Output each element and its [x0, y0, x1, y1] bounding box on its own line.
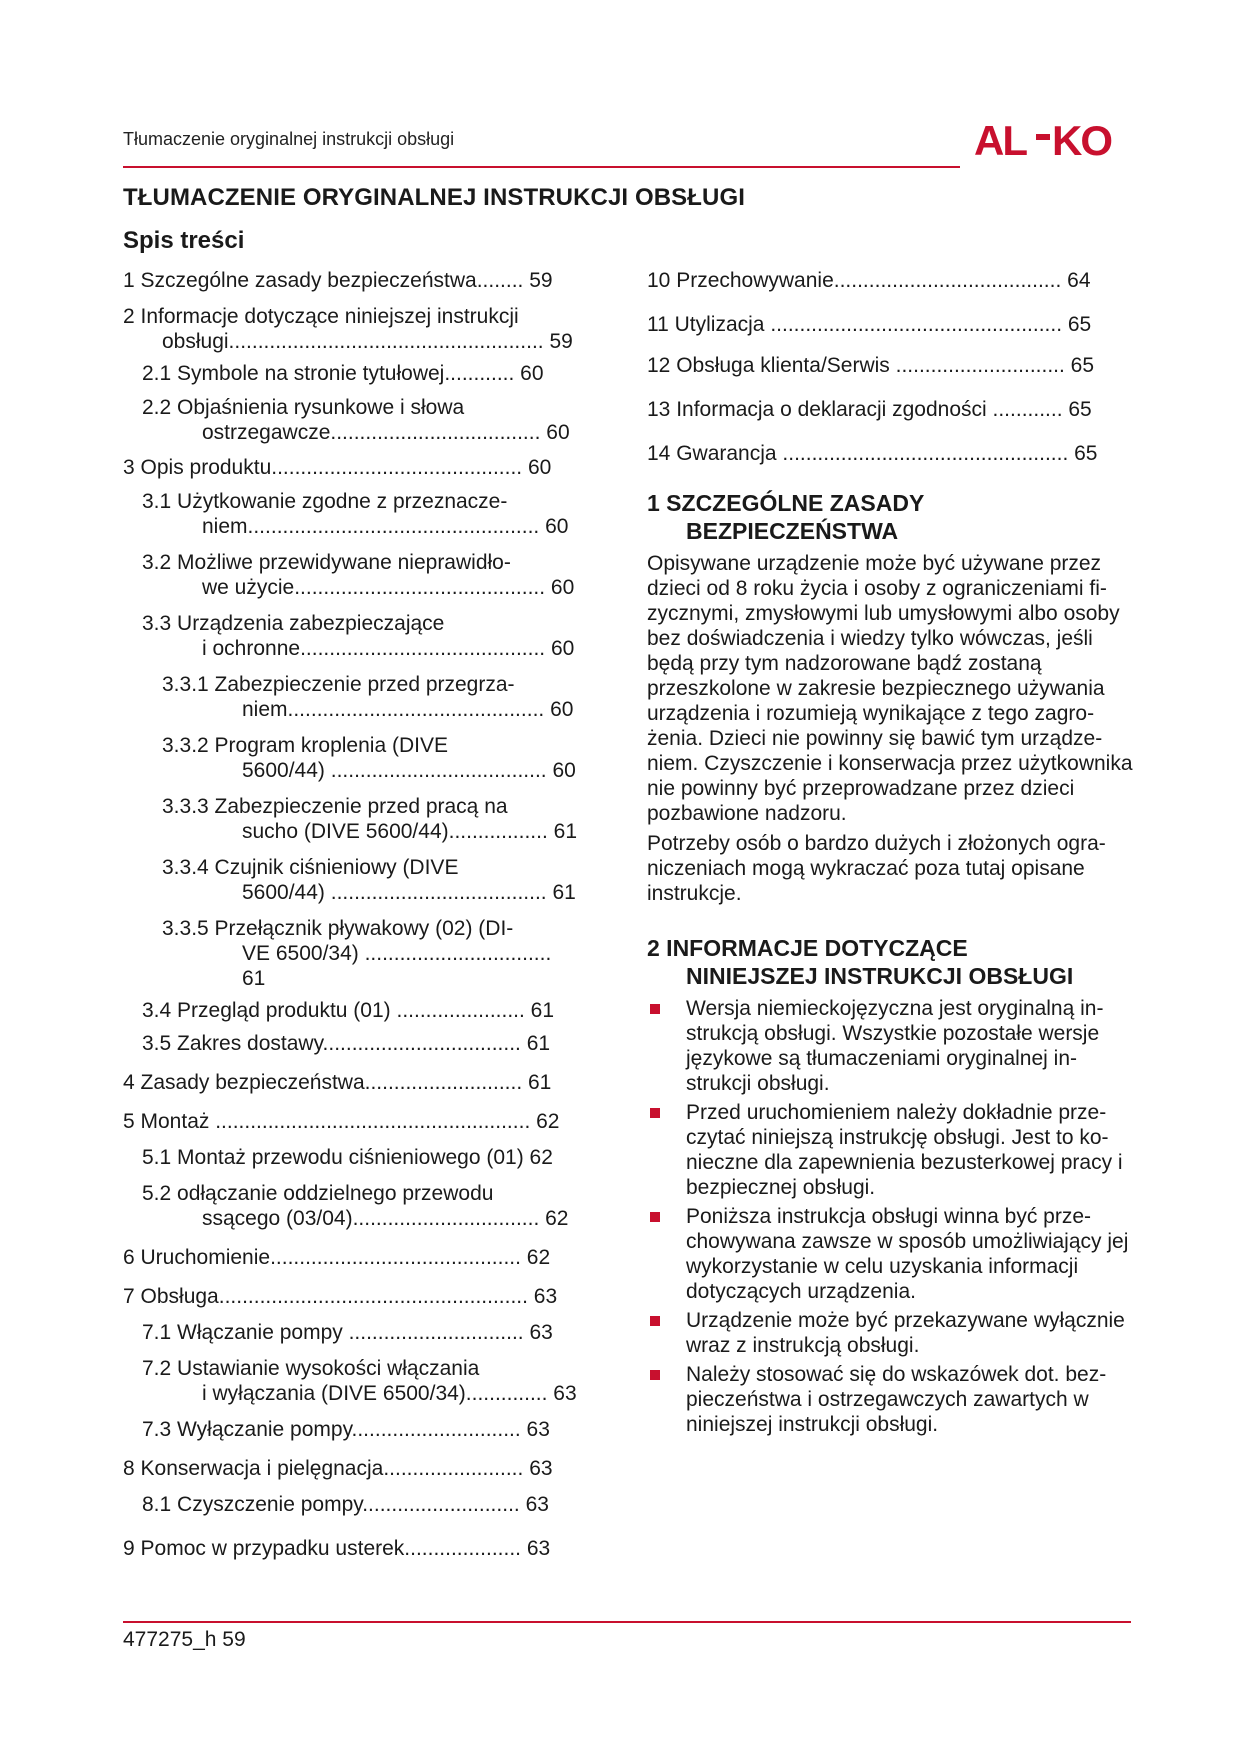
toc-entry[interactable]: 3.1 Użytkowanie zgodne z przeznacze- niem.................................................. 60 [142, 490, 569, 538]
toc-entry[interactable]: 7.2 Ustawianie wysokości włączania i wyłączania (DIVE 6500/34).............. 63 [142, 1357, 577, 1405]
square-bullet-icon [650, 1370, 660, 1380]
right-column [647, 268, 1134, 1441]
list-item: Wersja niemieckojęzyczna jest oryginalną instrukcją obsługi. Wszystkie pozostałe wersje językowe są tłumaczeniami oryginalnej instrukcji obsługi. [647, 996, 1134, 1096]
toc-entry[interactable]: 2 Informacje dotyczące niniejszej instrukcji obsługi...................................................... 59 [123, 305, 573, 353]
toc-entry[interactable]: 14 Gwarancja ................................................. 65 [647, 442, 1098, 465]
square-bullet-icon [650, 1108, 660, 1118]
toc-entry[interactable]: 4 Zasady bezpieczeństwa........................... 61 [123, 1071, 552, 1094]
square-bullet-icon [650, 1316, 660, 1326]
toc-entry[interactable]: 3.2 Możliwe przewidywane nieprawidło- we użycie........................................... 60 [142, 551, 575, 599]
toc-entry[interactable]: 3 Opis produktu........................................... 60 [123, 456, 552, 479]
toc-entry[interactable]: 3.3 Urządzenia zabezpieczające i ochronne.......................................... 60 [142, 612, 575, 660]
section-1-paragraph-1: Opisywane urządzenie może być używane przez dzieci od 8 roku życia i osoby z ograniczeniami fizycznymi, zmysłowymi lub umysłowymi albo osoby bez doświadczenia i wiedzy tylko wówczas, jeśli będą przy tym nadzorowane bądź zostaną przeszkolone w zakresie bezpiecznego używania urządzenia i rozumieją wynikające z tego zagrożenia. Dzieci nie powinny się bawić tym urządzeniem. Czyszczenie i konserwacja przez użytkownika nie powinny być przeprowadzane przez dzieci pozbawione nadzoru. [647, 552, 1133, 825]
list-item: Przed uruchomieniem należy dokładnie przeczytać niniejszą instrukcję obsługi. Jest to konieczne dla zapewnienia bezusterkowej pracy i bezpiecznej obsługi. [647, 1100, 1134, 1200]
toc-entry[interactable]: 5 Montaż ...................................................... 62 [123, 1110, 560, 1133]
toc-entry[interactable]: 3.3.5 Przełącznik pływakowy (02) (DI- VE 6500/34) ................................ 61 [162, 917, 552, 990]
toc-entry[interactable]: 6 Uruchomienie........................................... 62 [123, 1246, 551, 1269]
toc-entry[interactable]: 3.3.1 Zabezpieczenie przed przegrza- niem............................................ 60 [162, 673, 574, 721]
toc-entry[interactable]: 11 Utylizacja .................................................. 65 [647, 313, 1092, 336]
section-2-heading: 2 INFORMACJE DOTYCZĄCE NINIEJSZEJ INSTRUKCJI OBSŁUGI [647, 935, 1074, 989]
toc-entry[interactable]: 10 Przechowywanie....................................... 64 [647, 269, 1091, 292]
header-rule [123, 166, 960, 168]
toc-entry[interactable]: 5.2 odłączanie oddzielnego przewodu ssącego (03/04)................................ 62 [142, 1182, 569, 1230]
list-item: Urządzenie może być przekazywane wyłącznie wraz z instrukcją obsługi. [647, 1308, 1134, 1358]
toc-entry[interactable]: 1 Szczególne zasady bezpieczeństwa........ 59 [123, 269, 553, 292]
list-item: Poniższa instrukcja obsługi winna być przechowywana zawsze w sposób umożliwiający jej wykorzystanie w celu uzyskania informacji dotyczących urządzenia. [647, 1204, 1134, 1304]
section-2-bullet-list [647, 996, 1134, 1437]
footer-rule [123, 1621, 1131, 1623]
toc-entry[interactable]: 8 Konserwacja i pielęgnacja........................ 63 [123, 1457, 553, 1480]
toc-entry[interactable]: 3.3.3 Zabezpieczenie przed pracą na sucho (DIVE 5600/44)................. 61 [162, 795, 577, 843]
header-text: Tłumaczenie oryginalnej instrukcji obsługi [123, 129, 455, 149]
al-ko-logo [972, 114, 1132, 162]
toc-left-column [123, 268, 578, 1561]
square-bullet-icon [650, 1212, 660, 1222]
toc-entry[interactable]: 7.1 Włączanie pompy .............................. 63 [142, 1321, 553, 1344]
toc-entry[interactable]: 3.3.2 Program kroplenia (DIVE 5600/44) ..................................... 60 [162, 734, 576, 782]
svg-text:AL: AL [974, 117, 1026, 162]
toc-entry[interactable]: 3.4 Przegląd produktu (01) ...................... 61 [142, 999, 555, 1022]
toc-entry[interactable]: 13 Informacja o deklaracji zgodności ............ 65 [647, 398, 1092, 421]
toc-entry[interactable]: 3.5 Zakres dostawy.................................. 61 [142, 1032, 551, 1055]
square-bullet-icon [650, 1004, 660, 1014]
toc-entry[interactable]: 9 Pomoc w przypadku usterek.................... 63 [123, 1537, 551, 1560]
toc-entry[interactable]: 8.1 Czyszczenie pompy........................... 63 [142, 1493, 549, 1516]
toc-entry[interactable]: 2.1 Symbole na stronie tytułowej............ 60 [142, 362, 544, 385]
svg-text:KO: KO [1052, 117, 1111, 162]
toc-heading: Spis treści [123, 227, 245, 254]
section-1-paragraph-2: Potrzeby osób o bardzo dużych i złożonych ograniczeniach mogą wykraczać poza tutaj opisane instrukcje. [647, 832, 1106, 905]
document-title: TŁUMACZENIE ORYGINALNEJ INSTRUKCJI OBSŁUGI [123, 184, 746, 211]
toc-entry[interactable]: 7.3 Wyłączanie pompy............................. 63 [142, 1418, 550, 1441]
toc-entry[interactable]: 2.2 Objaśnienia rysunkowe i słowa ostrzegawcze.................................... 60 [142, 396, 570, 444]
toc-entry[interactable]: 12 Obsługa klienta/Serwis ............................. 65 [647, 354, 1095, 377]
list-item: Należy stosować się do wskazówek dot. bezpieczeństwa i ostrzegawczych zawartych w niniejszej instrukcji obsługi. [647, 1362, 1134, 1437]
toc-entry[interactable]: 7 Obsługa..................................................... 63 [123, 1285, 558, 1308]
toc-entry[interactable]: 3.3.4 Czujnik ciśnieniowy (DIVE 5600/44) ..................................... 61 [162, 856, 576, 904]
page-footer: 477275_h 59 [123, 1628, 246, 1651]
toc-entry[interactable]: 5.1 Montaż przewodu ciśnieniowego (01) 62 [142, 1146, 553, 1169]
section-1-heading: 1 SZCZEGÓLNE ZASADY BEZPIECZEŃSTWA [647, 490, 925, 544]
